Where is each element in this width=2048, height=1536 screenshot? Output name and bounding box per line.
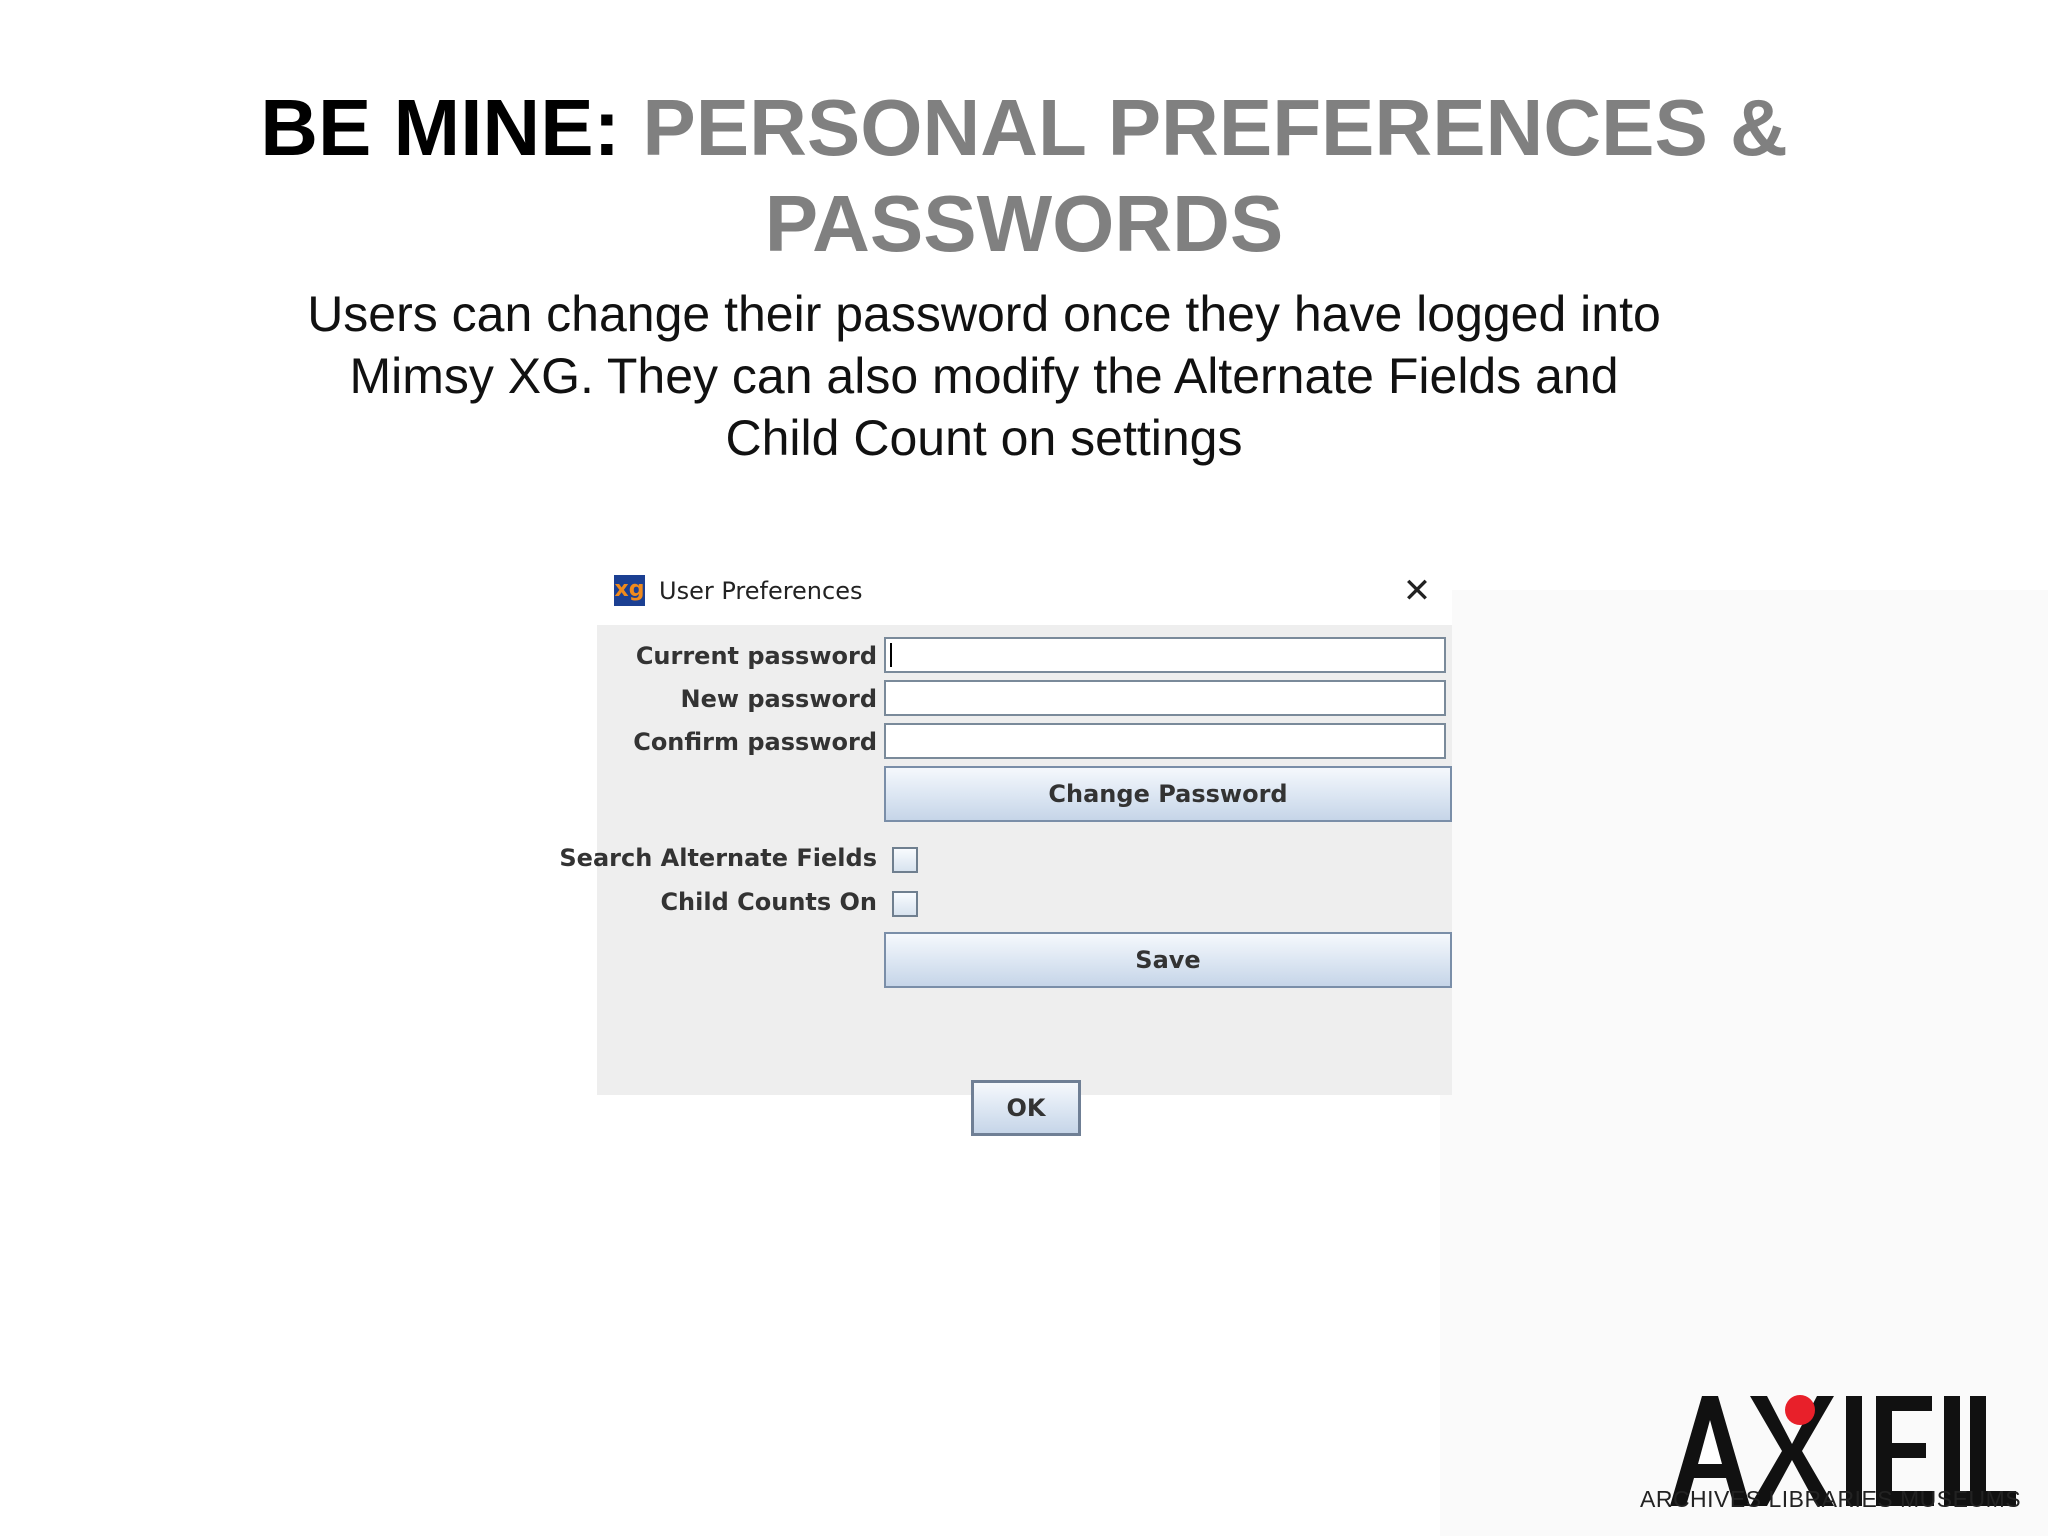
save-button[interactable]: Save [884,932,1452,988]
search-alternate-fields-label: Search Alternate Fields [559,844,877,872]
user-preferences-dialog [559,565,1452,1122]
child-counts-on-label: Child Counts On [660,888,877,916]
new-password-label: New password [680,685,877,713]
ok-button[interactable]: OK [971,1080,1081,1136]
logo-caption: ARCHIVES LIBRARIES MUSEUMS [1640,1486,2022,1512]
search-alternate-fields-checkbox[interactable] [892,847,918,873]
dialog-content [559,625,1452,1122]
slide-subtitle: Users can change their password once they have logged into Mimsy XG. They can also modify the Alternate Fields and Child Count on settings [307,286,1661,466]
current-password-field[interactable] [884,637,1446,673]
close-icon[interactable]: ✕ [1402,571,1432,611]
current-password-label: Current password [635,642,877,670]
new-password-input[interactable] [886,682,1444,714]
text-caret [890,643,892,667]
slide-title-black: BE MINE: [260,83,621,172]
confirm-password-field[interactable] [884,723,1446,759]
slide-title-grey: PERSONAL PREFERENCES & PASSWORDS [642,83,1788,268]
change-password-button[interactable]: Change Password [884,766,1452,822]
confirm-password-label: Confirm password [633,728,877,756]
dialog-titlebar[interactable] [597,565,1452,625]
current-password-input[interactable] [886,639,1444,671]
dialog-title: User Preferences [659,577,863,605]
child-counts-on-checkbox[interactable] [892,891,918,917]
slide-title [0,80,2048,272]
confirm-password-input[interactable] [886,725,1444,757]
logo-red-dot [1785,1395,1815,1425]
xg-app-icon: xg [614,575,645,606]
new-password-field[interactable] [884,680,1446,716]
